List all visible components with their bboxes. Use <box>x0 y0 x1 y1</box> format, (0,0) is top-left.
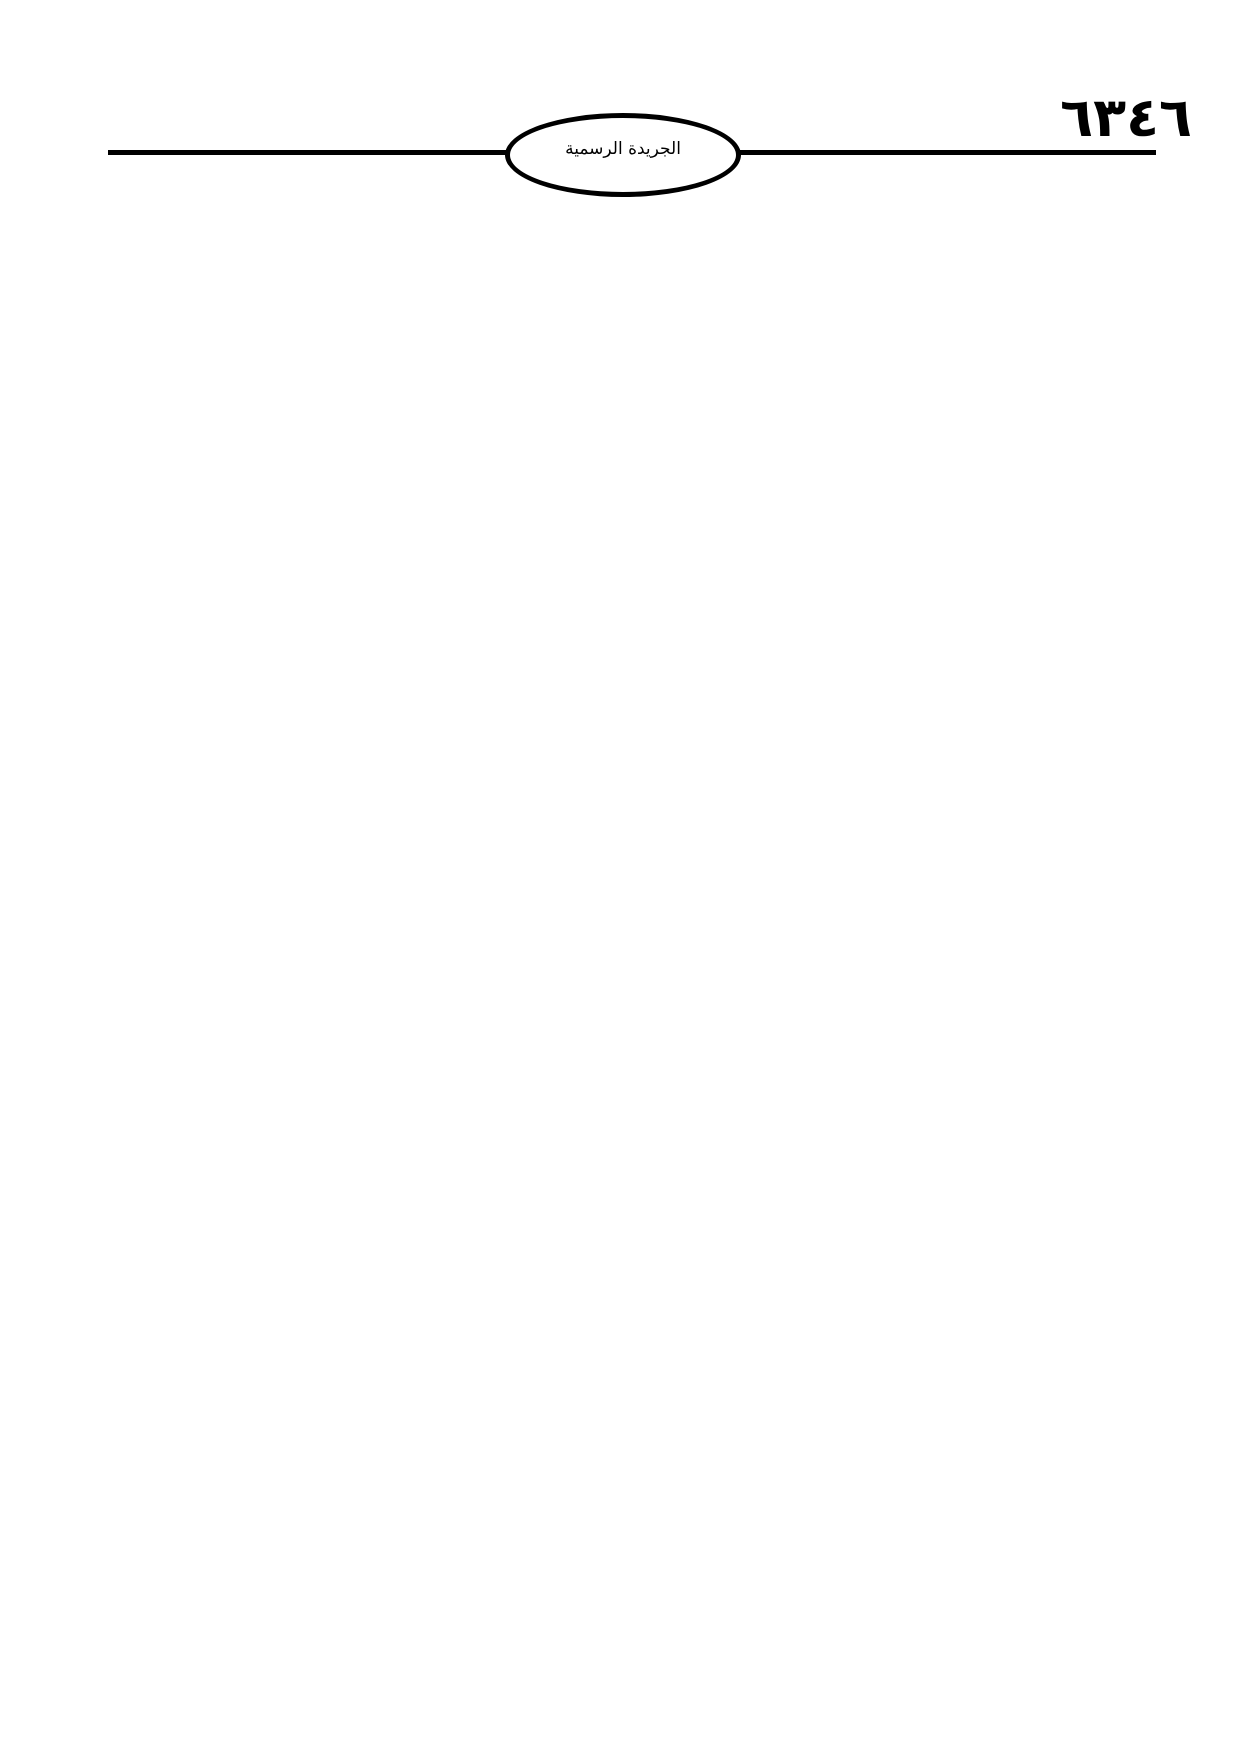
header-rule-left <box>108 150 513 155</box>
gazette-title: الجريدة الرسمية <box>565 139 681 159</box>
page-number: ٦٣٤٦ <box>1060 86 1192 149</box>
header-oval <box>505 113 741 197</box>
header-rule-right <box>733 150 1156 155</box>
